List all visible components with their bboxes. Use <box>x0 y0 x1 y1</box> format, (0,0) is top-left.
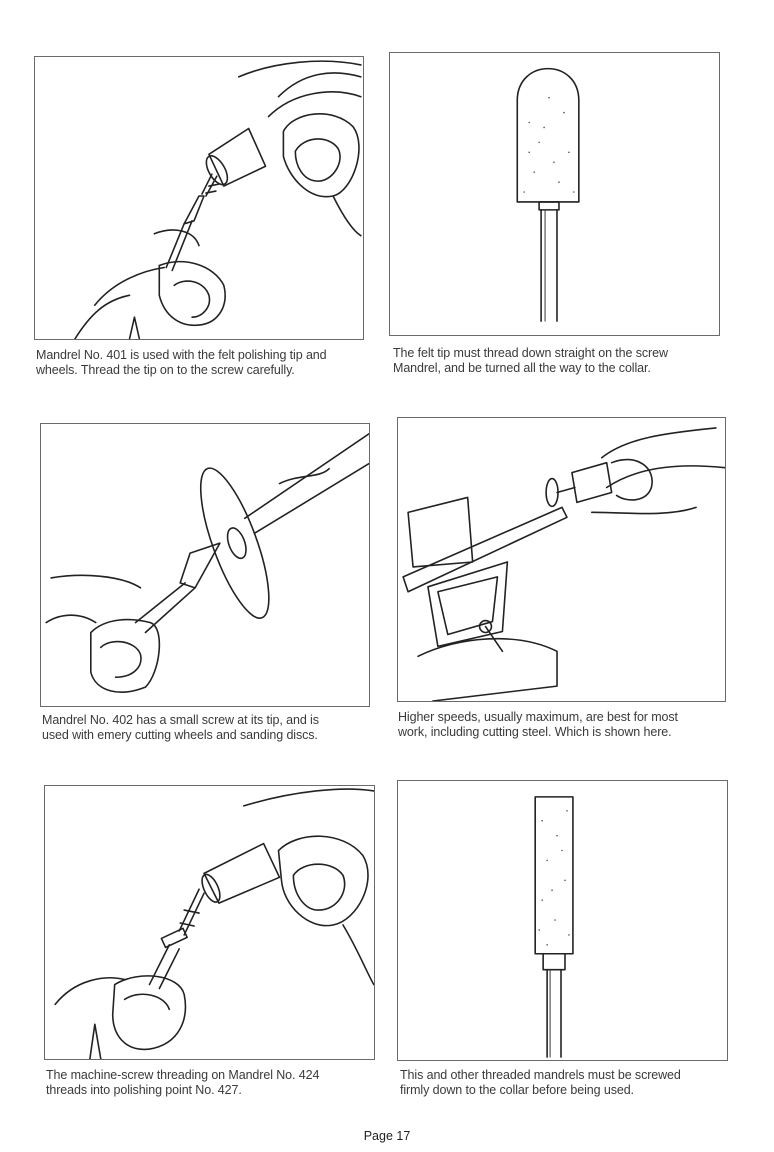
illustration-panel-3 <box>40 423 370 707</box>
illustration-panel-6 <box>397 780 728 1061</box>
illustration-panel-2 <box>389 52 720 336</box>
illustration-panel-1 <box>34 56 364 340</box>
threaded-mandrel-illustration <box>398 781 727 1060</box>
caption-line: This and other threaded mandrels must be screwed <box>400 1068 681 1082</box>
caption-panel-3 <box>42 713 319 743</box>
illustration-panel-5 <box>44 785 375 1060</box>
caption-line: work, including cutting steel. Which is shown here. <box>398 725 672 739</box>
felt-tip-on-mandrel-illustration <box>390 53 719 335</box>
caption-line: The felt tip must thread down straight on the screw <box>393 346 668 360</box>
caption-panel-6 <box>400 1068 681 1098</box>
caption-panel-4 <box>398 710 678 740</box>
polishing-point-threading-illustration <box>45 786 374 1059</box>
emery-cutting-wheel-illustration <box>41 424 369 706</box>
caption-line: used with emery cutting wheels and sanding discs. <box>42 728 318 742</box>
cutting-steel-illustration <box>398 418 725 701</box>
caption-line: Mandrel No. 402 has a small screw at its tip, and is <box>42 713 319 727</box>
caption-line: Mandrel No. 401 is used with the felt polishing tip and <box>36 348 327 362</box>
caption-line: threads into polishing point No. 427. <box>46 1083 242 1097</box>
caption-line: The machine-screw threading on Mandrel No. 424 <box>46 1068 320 1082</box>
caption-panel-2 <box>393 346 668 376</box>
felt-tip-threading-illustration <box>35 57 363 339</box>
illustration-panel-4 <box>397 417 726 702</box>
page-number: Page 17 <box>363 1129 411 1143</box>
caption-panel-1 <box>36 348 327 378</box>
caption-line: Higher speeds, usually maximum, are best for most <box>398 710 678 724</box>
caption-line: firmly down to the collar before being used. <box>400 1083 634 1097</box>
caption-panel-5 <box>46 1068 319 1098</box>
caption-line: wheels. Thread the tip on to the screw carefully. <box>36 363 295 377</box>
caption-line: Mandrel, and be turned all the way to the collar. <box>393 361 651 375</box>
